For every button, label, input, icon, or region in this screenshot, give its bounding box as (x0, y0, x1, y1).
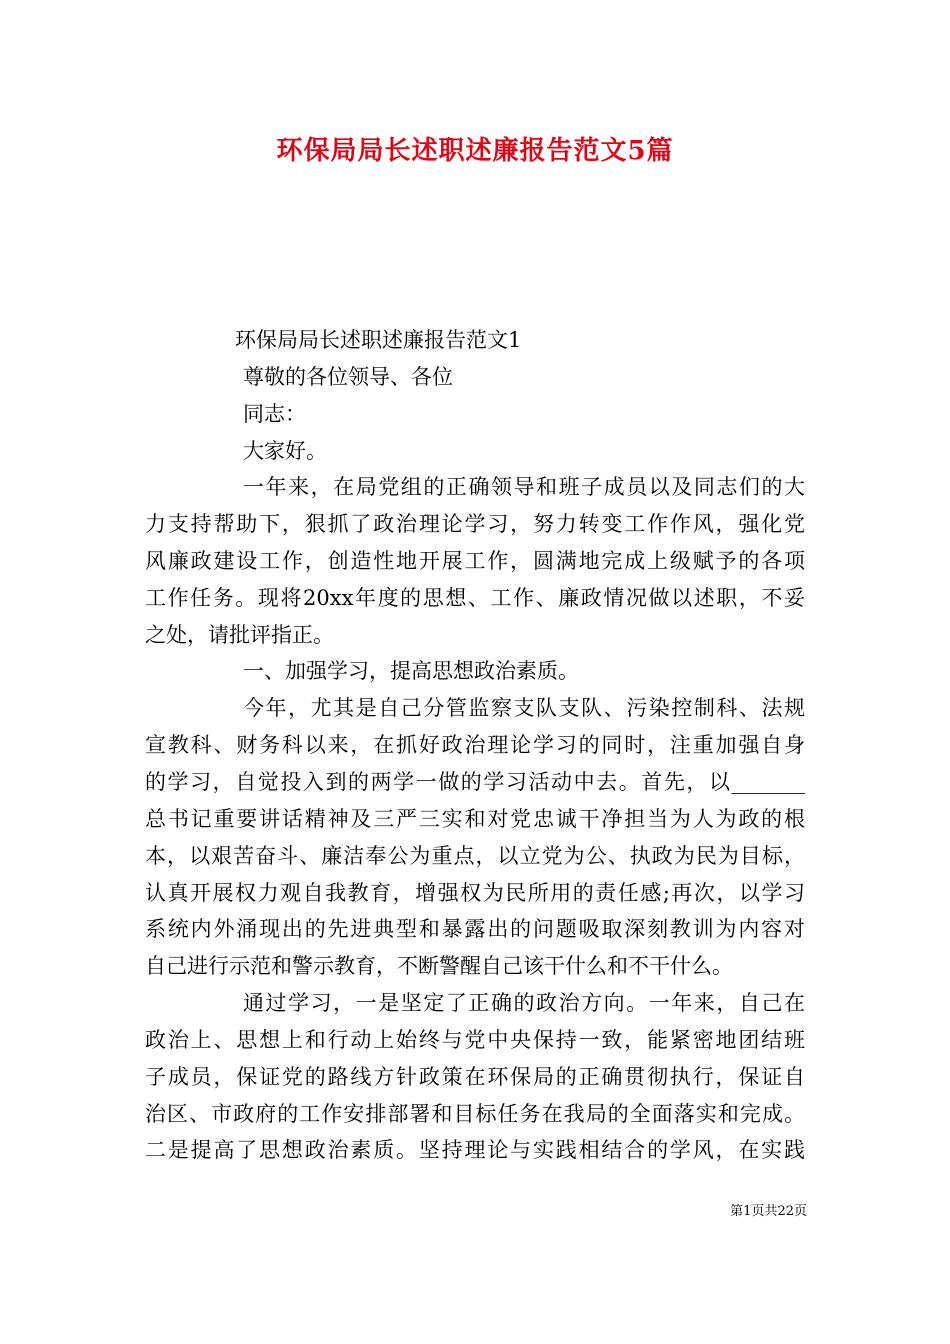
document-title: 环保局局长述职述廉报告范文5篇 (276, 136, 674, 166)
paragraph-line: 通过学习，一是坚定了正确的政治方向。一年来，自己在 (243, 991, 805, 1015)
paragraph-line: 风廉政建设工作，创造性地开展工作，圆满地完成上级赋予的各项 (145, 549, 805, 573)
paragraph-line: 力支持帮助下，狠抓了政治理论学习，努力转变工作作风，强化党 (145, 512, 805, 536)
subheading-line: 一、加强学习，提高思想政治素质。 (243, 659, 579, 683)
paragraph-line: 认真开展权力观自我教育，增强权为民所用的责任感;再次，以学习 (145, 881, 805, 905)
paragraph-line: 宣教科、财务科以来，在抓好政治理论学习的同时，注重加强自身 (145, 733, 805, 757)
paragraph-line: 的学习，自觉投入到的两学一做的学习活动中去。首先，以_______ (145, 770, 805, 794)
greeting-line: 大家好。 (243, 439, 327, 463)
salutation-line: 尊敬的各位领导、各位 (243, 365, 453, 389)
paragraph-line: 自己进行示范和警示教育，不断警醒自己该干什么和不干什么。 (145, 954, 733, 978)
paragraph-line: 总书记重要讲话精神及三严三实和对党忠诚干净担当为人为政的根 (145, 807, 805, 831)
paragraph-line: 之处，请批评指正。 (145, 623, 334, 647)
paragraph-line: 二是提高了思想政治素质。坚持理论与实践相结合的学风，在实践 (145, 1138, 805, 1162)
page-number: 第1页共22页 (730, 1204, 807, 1219)
paragraph-line: 系统内外涌现出的先进典型和暴露出的问题吸取深刻教训为内容对 (145, 917, 805, 941)
paragraph-line: 工作任务。现将20xx年度的思想、工作、廉政情况做以述职，不妥 (145, 586, 805, 610)
section-heading: 环保局局长述职述廉报告范文1 (235, 328, 522, 352)
paragraph-line: 今年，尤其是自己分管监察支队支队、污染控制科、法规 (243, 696, 805, 720)
paragraph-line: 治区、市政府的工作安排部署和目标任务在我局的全面落实和完成。 (145, 1102, 805, 1126)
paragraph-line: 政治上、思想上和行动上始终与党中央保持一致，能紧密地团结班 (145, 1028, 805, 1052)
salutation-line: 同志： (243, 402, 306, 426)
paragraph-line: 本，以艰苦奋斗、廉洁奉公为重点，以立党为公、执政为民为目标， (145, 844, 805, 868)
paragraph-line: 一年来，在局党组的正确领导和班子成员以及同志们的大 (243, 475, 805, 499)
paragraph-line: 子成员，保证党的路线方针政策在环保局的正确贯彻执行，保证自 (145, 1065, 805, 1089)
